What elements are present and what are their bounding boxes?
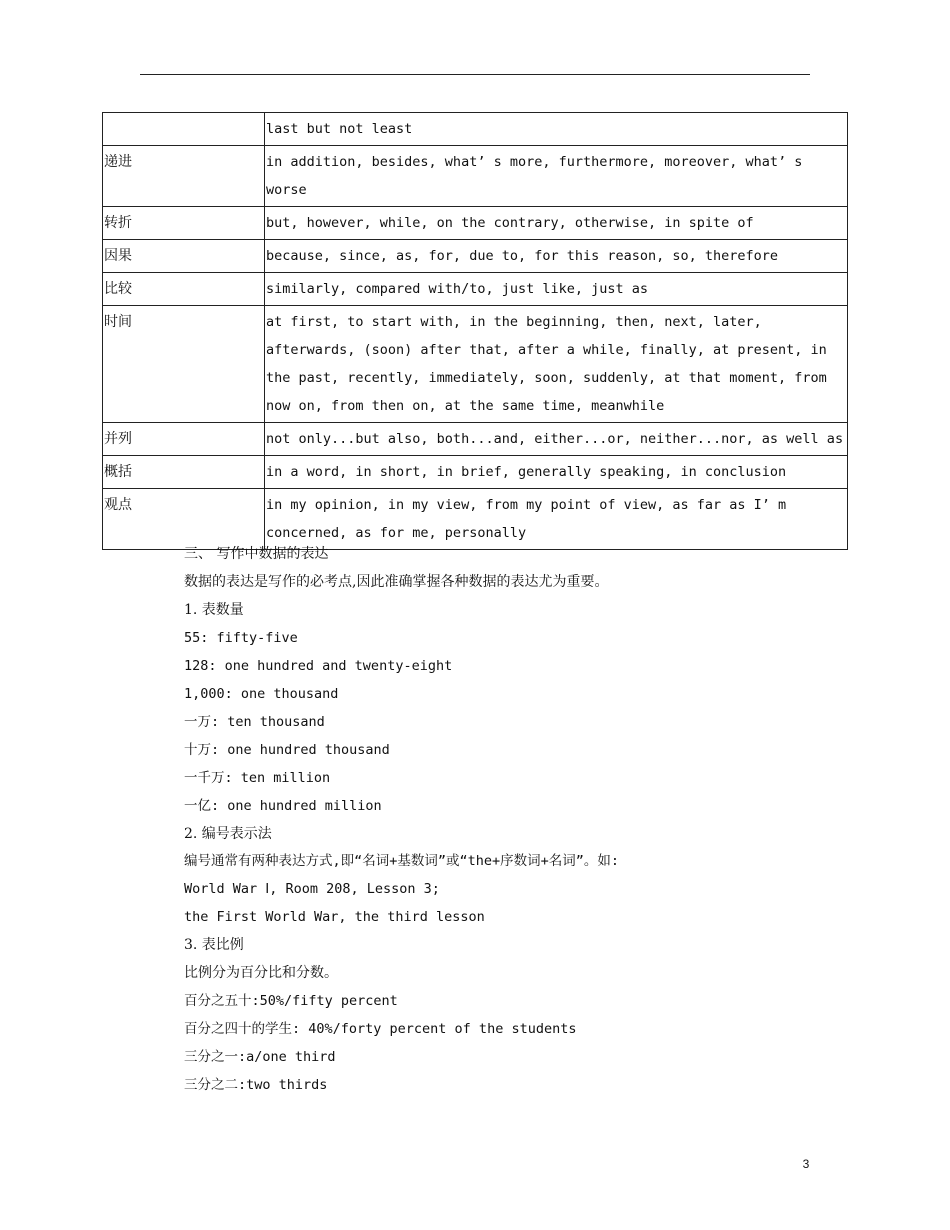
words-cell: in my opinion, in my view, from my point of view, as far as I’ m concerned, as for me, personally [265, 489, 848, 550]
ratio-line: 三分之二:two thirds [184, 1077, 328, 1094]
category-cell: 时间 [103, 306, 265, 423]
words-cell: similarly, compared with/to, just like, just as [265, 273, 848, 306]
page-number: 3 [802, 1157, 810, 1171]
numbering-line: World War Ⅰ, Room 208, Lesson 3; [184, 881, 440, 898]
words-cell: at first, to start with, in the beginning, then, next, later, afterwards, (soon) after that, after a while, finally, at present, in the past, recently, immediately, soon, suddenly, at that moment, from now on, from then on, at the same time, meanwhile [265, 306, 848, 423]
data-expression-section [184, 541, 824, 1100]
table-row [103, 306, 848, 423]
table-row [103, 207, 848, 240]
ratio-line: 百分之四十的学生: 40%/forty percent of the students [184, 1021, 577, 1038]
category-cell: 观点 [103, 489, 265, 550]
words-cell: because, since, as, for, due to, for this reason, so, therefore [265, 240, 848, 273]
table-row [103, 240, 848, 273]
quantity-line: 十万: one hundred thousand [184, 741, 390, 758]
quantity-title: 1. 表数量 [184, 601, 244, 618]
category-cell: 概括 [103, 456, 265, 489]
section-intro: 数据的表达是写作的必考点,因此准确掌握各种数据的表达尤为重要。 [184, 573, 609, 590]
quantity-line: 一亿: one hundred million [184, 797, 382, 814]
quantity-line: 55: fifty-five [184, 629, 298, 646]
words-cell: in addition, besides, what’ s more, furthermore, moreover, what’ s worse [265, 146, 848, 207]
table-row [103, 423, 848, 456]
words-cell: in a word, in short, in brief, generally speaking, in conclusion [265, 456, 848, 489]
category-cell [103, 113, 265, 146]
numbering-line: the First World War, the third lesson [184, 909, 485, 926]
numbering-line: 编号通常有两种表达方式,即“名词+基数词”或“the+序数词+名词”。如: [184, 853, 620, 870]
words-cell: but, however, while, on the contrary, otherwise, in spite of [265, 207, 848, 240]
ratio-line: 比例分为百分比和分数。 [184, 965, 338, 982]
quantity-line: 128: one hundred and twenty-eight [184, 657, 453, 674]
header-rule [140, 74, 810, 75]
quantity-line: 一万: ten thousand [184, 713, 325, 730]
quantity-line: 一千万: ten million [184, 769, 331, 786]
words-cell: last but not least [265, 113, 848, 146]
ratio-line: 百分之五十:50%/fifty percent [184, 993, 398, 1010]
category-cell: 比较 [103, 273, 265, 306]
ratio-title: 3. 表比例 [184, 937, 244, 954]
section-heading: 三、 写作中数据的表达 [184, 546, 329, 562]
table-row [103, 146, 848, 207]
category-cell: 因果 [103, 240, 265, 273]
category-cell: 递进 [103, 146, 265, 207]
category-cell: 并列 [103, 423, 265, 456]
words-cell: not only...but also, both...and, either...or, neither...nor, as well as [265, 423, 848, 456]
table-row [103, 273, 848, 306]
ratio-line: 三分之一:a/one third [184, 1049, 336, 1066]
connectives-table [102, 112, 848, 550]
quantity-line: 1,000: one thousand [184, 685, 339, 702]
numbering-title: 2. 编号表示法 [184, 825, 272, 842]
table-row [103, 456, 848, 489]
table-row [103, 113, 848, 146]
category-cell: 转折 [103, 207, 265, 240]
